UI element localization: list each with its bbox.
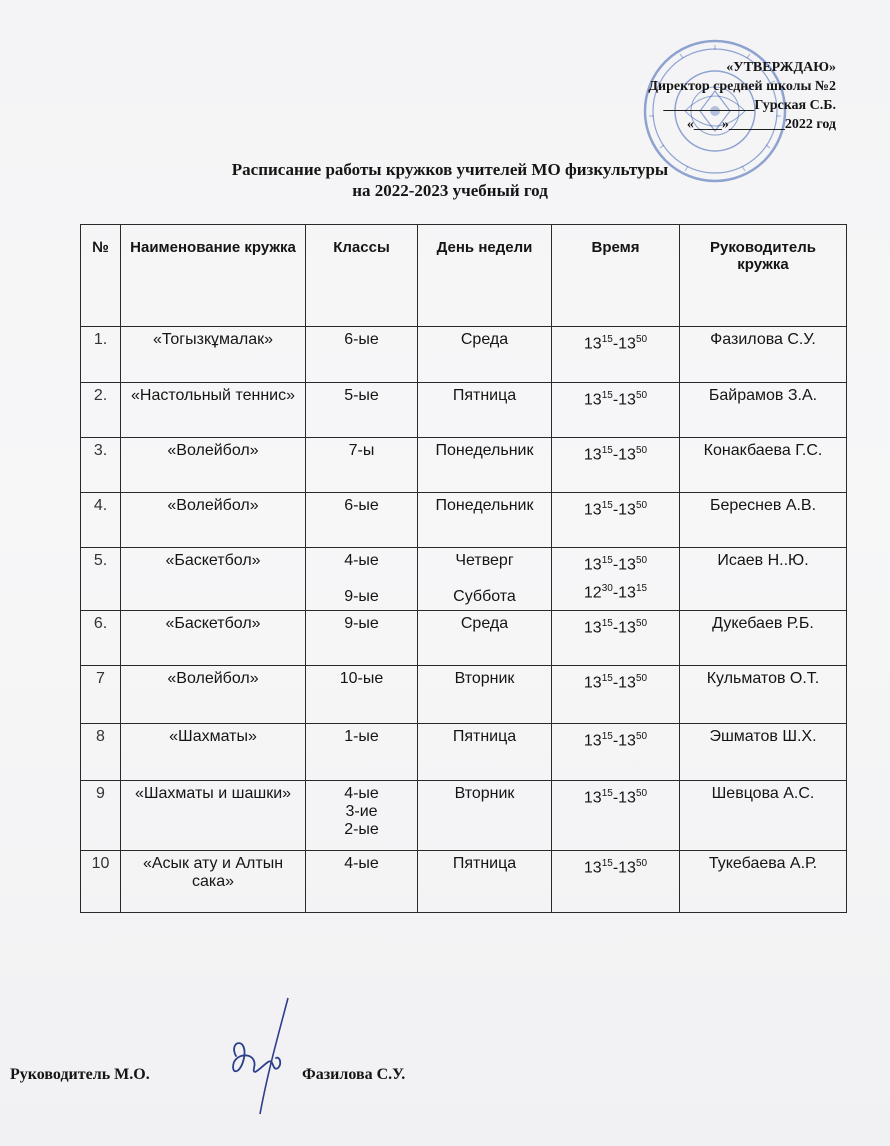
- approval-block: [576, 58, 836, 134]
- end-hour: 13: [618, 789, 636, 807]
- class-value: 7-ы: [348, 442, 375, 459]
- start-minute: 15: [601, 618, 613, 629]
- table-row: [81, 327, 847, 383]
- end-hour: 13: [618, 674, 636, 692]
- day-value: Вторник: [454, 670, 515, 687]
- time-cell: [552, 327, 680, 383]
- schedule-table: [80, 224, 847, 913]
- day-value: Суббота: [453, 588, 516, 605]
- time-range: $13^{15}-13^{50}$: [583, 555, 648, 574]
- club-name: «Волейбол»: [121, 493, 306, 548]
- classes-cell: [306, 666, 418, 724]
- start-minute: 15: [601, 334, 613, 345]
- time-range: $13^{15}-13^{50}$: [583, 673, 648, 692]
- end-minute: 50: [635, 673, 648, 684]
- club-name: «Тогызкұмалак»: [121, 327, 306, 383]
- start-minute: 15: [601, 673, 613, 684]
- row-number: 8: [81, 724, 121, 781]
- day-cell: [418, 438, 552, 493]
- start-hour: 13: [583, 789, 602, 807]
- time-range: $13^{15}-13^{50}$: [583, 334, 648, 353]
- time-cell: [552, 724, 680, 781]
- end-minute: 50: [635, 334, 648, 345]
- club-name: «Настольный теннис»: [121, 383, 306, 438]
- start-hour: 13: [583, 619, 602, 637]
- row-number: 1.: [81, 327, 121, 383]
- table-row: [81, 438, 847, 493]
- table-header-row: [81, 225, 847, 327]
- classes-cell: [306, 611, 418, 666]
- table-row: [81, 781, 847, 851]
- day-cell: [418, 493, 552, 548]
- class-value: 6-ые: [344, 331, 379, 348]
- classes-cell: [306, 493, 418, 548]
- day-value: Четверг: [455, 552, 514, 569]
- header-classes: Классы: [306, 225, 418, 327]
- class-value: 4-ые: [344, 855, 379, 872]
- club-name: «Асык ату и Алтын сака»: [121, 851, 306, 913]
- row-number: 4.: [81, 493, 121, 548]
- time-cell: [552, 493, 680, 548]
- leader-name: Тукебаева А.Р.: [680, 851, 847, 913]
- club-name: «Волейбол»: [121, 666, 306, 724]
- day-value: [421, 570, 548, 588]
- start-minute: 15: [601, 555, 613, 566]
- table-row: [81, 548, 847, 611]
- time-cell: [552, 611, 680, 666]
- class-value: 4-ые: [344, 552, 379, 569]
- class-value: [309, 570, 414, 588]
- start-minute: 15: [601, 445, 613, 456]
- time-range: $13^{15}-13^{50}$: [583, 731, 648, 750]
- end-hour: 13: [618, 335, 636, 353]
- day-cell: [418, 666, 552, 724]
- start-hour: 13: [583, 446, 602, 464]
- start-hour: 13: [583, 391, 602, 409]
- end-minute: 50: [635, 445, 648, 456]
- classes-cell: [306, 438, 418, 493]
- day-value: Пятница: [452, 387, 517, 404]
- day-cell: [418, 548, 552, 611]
- row-number: 2.: [81, 383, 121, 438]
- start-minute: 15: [601, 731, 613, 742]
- time-cell: [552, 438, 680, 493]
- day-cell: [418, 851, 552, 913]
- table-row: [81, 666, 847, 724]
- end-minute: 50: [635, 731, 648, 742]
- end-hour: 13: [618, 859, 636, 877]
- day-cell: [418, 383, 552, 438]
- end-minute: 50: [635, 390, 648, 401]
- table-row: [81, 724, 847, 781]
- start-hour: 12: [583, 584, 602, 602]
- time-cell: [552, 383, 680, 438]
- day-cell: [418, 611, 552, 666]
- time-range: $13^{15}-13^{50}$: [583, 618, 648, 637]
- day-cell: [418, 724, 552, 781]
- leader-name: Шевцова А.С.: [680, 781, 847, 851]
- day-value: Вторник: [454, 785, 515, 802]
- document-subtitle: на 2022-2023 учебный год: [352, 181, 548, 200]
- approval-date-line: «____»________2022 год: [686, 117, 836, 132]
- table-row: [81, 611, 847, 666]
- end-hour: 13: [618, 446, 636, 464]
- class-value: 9-ые: [344, 588, 379, 605]
- signature: [218, 996, 298, 1116]
- class-value: 3-ие: [345, 803, 378, 820]
- header-club-name: Наименование кружка: [121, 225, 306, 327]
- classes-cell: [306, 724, 418, 781]
- classes-cell: [306, 851, 418, 913]
- end-hour: 13: [618, 584, 636, 602]
- time-range: $13^{15}-13^{50}$: [583, 390, 648, 409]
- end-minute: 50: [635, 500, 648, 511]
- class-value: 1-ые: [344, 728, 379, 745]
- start-hour: 13: [583, 732, 602, 750]
- class-value: 5-ые: [344, 387, 379, 404]
- end-hour: 13: [618, 619, 636, 637]
- day-value: Среда: [460, 331, 509, 348]
- start-minute: 15: [601, 858, 613, 869]
- approval-heading: «УТВЕРЖДАЮ»: [726, 60, 836, 75]
- class-value: 2-ые: [344, 821, 379, 838]
- leader-name: Кульматов О.Т.: [680, 666, 847, 724]
- club-name: «Шахматы»: [121, 724, 306, 781]
- end-hour: 13: [618, 501, 636, 519]
- leader-name: Исаев Н..Ю.: [680, 548, 847, 611]
- approval-signature-line: _____________Гурская С.Б.: [663, 98, 836, 113]
- leader-name: Фазилова С.У.: [680, 327, 847, 383]
- classes-cell: [306, 548, 418, 611]
- start-minute: 15: [601, 390, 613, 401]
- class-value: 4-ые: [344, 785, 379, 802]
- class-value: 10-ые: [339, 670, 384, 687]
- approval-director: Директор средней школы №2: [648, 79, 836, 94]
- day-cell: [418, 327, 552, 383]
- day-value: Пятница: [452, 855, 517, 872]
- time-range: $13^{15}-13^{50}$: [583, 788, 648, 807]
- header-leader: Руководитель кружка: [680, 225, 847, 327]
- start-hour: 13: [583, 556, 602, 574]
- day-value: Среда: [460, 615, 509, 632]
- end-hour: 13: [618, 732, 636, 750]
- leader-name: Байрамов З.А.: [680, 383, 847, 438]
- start-hour: 13: [583, 674, 602, 692]
- day-value: Пятница: [452, 728, 517, 745]
- end-minute: 50: [635, 788, 648, 799]
- start-hour: 13: [583, 335, 602, 353]
- end-minute: 50: [635, 555, 648, 566]
- footer-role: Руководитель М.О.: [10, 1066, 150, 1083]
- time-range: $13^{15}-13^{50}$: [583, 858, 648, 877]
- time-cell: [552, 851, 680, 913]
- day-cell: [418, 781, 552, 851]
- row-number: 7: [81, 666, 121, 724]
- club-name: «Шахматы и шашки»: [121, 781, 306, 851]
- row-number: 10: [81, 851, 121, 913]
- row-number: 3.: [81, 438, 121, 493]
- end-minute: 15: [635, 583, 648, 595]
- end-minute: 50: [635, 618, 648, 629]
- classes-cell: [306, 383, 418, 438]
- time-range: $12^{30}-13^{15}$: [583, 583, 648, 602]
- table-row: [81, 493, 847, 548]
- table-row: [81, 383, 847, 438]
- leader-name: Дукебаев Р.Б.: [680, 611, 847, 666]
- day-value: Понедельник: [435, 497, 534, 514]
- row-number: 5.: [81, 548, 121, 611]
- leader-name: Эшматов Ш.Х.: [680, 724, 847, 781]
- header-day: День недели: [418, 225, 552, 327]
- start-hour: 13: [583, 859, 602, 877]
- class-value: 9-ые: [344, 615, 379, 632]
- club-name: «Волейбол»: [121, 438, 306, 493]
- class-value: 6-ые: [344, 497, 379, 514]
- time-cell: [552, 548, 680, 611]
- time-range: $13^{15}-13^{50}$: [583, 500, 648, 519]
- day-value: Понедельник: [435, 442, 534, 459]
- document-title: Расписание работы кружков учителей МО физкультуры: [231, 160, 669, 179]
- row-number: 9: [81, 781, 121, 851]
- club-name: «Баскетбол»: [121, 611, 306, 666]
- start-minute: 15: [601, 788, 613, 799]
- row-number: 6.: [81, 611, 121, 666]
- classes-cell: [306, 327, 418, 383]
- time-cell: [552, 666, 680, 724]
- header-number: №: [81, 225, 121, 327]
- end-minute: 50: [635, 858, 648, 869]
- leader-name: Конакбаева Г.С.: [680, 438, 847, 493]
- table-row: [81, 851, 847, 913]
- classes-cell: [306, 781, 418, 851]
- footer-name: Фазилова С.У.: [302, 1066, 406, 1083]
- time-range: $13^{15}-13^{50}$: [583, 445, 648, 464]
- start-minute: 15: [601, 500, 613, 511]
- start-minute: 30: [601, 583, 613, 595]
- leader-name: Береснев А.В.: [680, 493, 847, 548]
- time-cell: [552, 781, 680, 851]
- header-time: Время: [552, 225, 680, 327]
- end-hour: 13: [618, 556, 636, 574]
- club-name: «Баскетбол»: [121, 548, 306, 611]
- end-hour: 13: [618, 391, 636, 409]
- start-hour: 13: [583, 501, 602, 519]
